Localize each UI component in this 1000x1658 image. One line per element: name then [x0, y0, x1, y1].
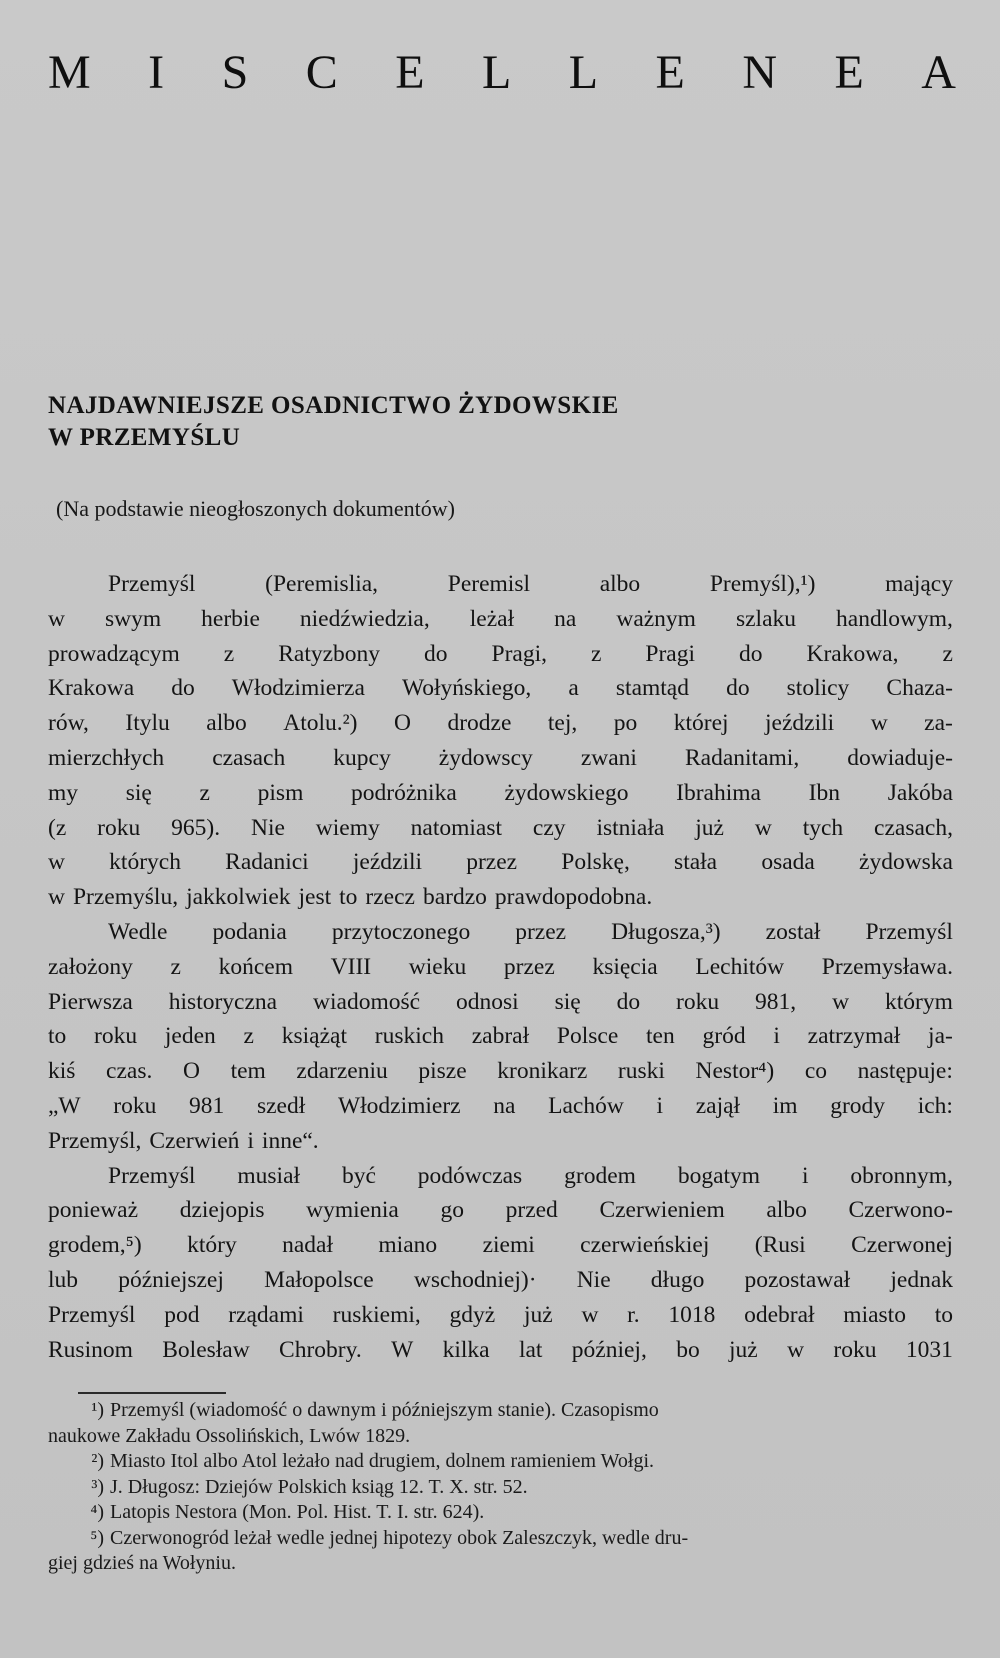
header-letter: M	[48, 46, 91, 99]
footnote-text: Przemyśl (wiadomość o dawnym i późniejszym stanie). Czasopismo	[110, 1399, 659, 1421]
footnote-continuation: naukowe Zakładu Ossolińskich, Lwów 1829.	[48, 1424, 411, 1447]
body-line: lub późniejszej Małopolsce wschodniej)· Nie długo pozostawał jednak	[48, 1266, 953, 1293]
article-title-line: NAJDAWNIEJSZE OSADNICTWO ŻYDOWSKIE	[48, 392, 619, 419]
body-line: Przemyśl pod rządami ruskiemi, gdyż już w r. 1018 odebrał miasto to	[48, 1301, 953, 1328]
body-line: Przemyśl (Peremislia, Peremisl albo Premyśl),¹) mający	[108, 571, 953, 597]
article-title-line: W PRZEMYŚLU	[48, 424, 241, 451]
header-letter: L	[568, 46, 599, 99]
body-line: założony z końcem VIII wieku przez księcia Lechitów Przemysława.	[48, 953, 953, 980]
footnote-rule	[78, 1392, 226, 1394]
footnote-text: Miasto Itol albo Atol leżało nad drugiem, dolnem ramieniem Wołgi.	[110, 1450, 655, 1472]
header-letter: A	[921, 46, 956, 99]
footnote-number: ⁵)	[90, 1526, 104, 1549]
body-line: Przemyśl musiał być podówczas grodem bogatym i obronnym,	[108, 1162, 953, 1189]
body-line: „W roku 981 szedł Włodzimierz na Lachów i zajął im grody ich:	[48, 1092, 953, 1119]
body-line: ponieważ dziejopis wymienia go przed Czerwieniem albo Czerwono-	[48, 1197, 953, 1224]
footnote	[48, 1500, 953, 1526]
body-line: to roku jeden z książąt ruskich zabrał Polsce ten gród i zatrzymał ja-	[48, 1023, 953, 1050]
running-header	[48, 44, 956, 102]
body-line: kiś czas. O tem zdarzeniu pisze kronikarz ruski Nestor⁴) co następuje:	[48, 1058, 953, 1085]
article-title	[48, 390, 948, 454]
body-line: mierzchłych czasach kupcy żydowscy zwani Radanitami, dowiaduje-	[48, 744, 953, 771]
footnote-text: J. Długosz: Dziejów Polskich ksiąg 12. T. X. str. 52.	[110, 1475, 528, 1498]
footnote	[48, 1526, 953, 1552]
header-letter: E	[834, 46, 864, 99]
body-line: Rusinom Bolesław Chrobry. W kilka lat później, bo już w roku 1031	[48, 1336, 953, 1363]
footnote-text: Czerwonogród leżał wedle jednej hipotezy obok Zaleszczyk, wedle dru-	[110, 1526, 689, 1549]
footnote-number: ²)	[91, 1450, 104, 1472]
header-letter: E	[395, 46, 425, 99]
article-body	[48, 567, 953, 1367]
body-line: Krakowa do Włodzimierza Wołyńskiego, a stamtąd do stolicy Chaza-	[48, 675, 953, 702]
header-letter: S	[221, 46, 249, 99]
article-subtitle: (Na podstawie nieogłoszonych dokumentów)	[56, 496, 455, 521]
body-line: Przemyśl, Czerwień i inne“.	[48, 1127, 319, 1154]
header-letter: N	[742, 46, 777, 99]
footnote-number: ⁴)	[90, 1501, 104, 1523]
footnote-number: ³)	[91, 1475, 104, 1498]
body-line: (z roku 965). Nie wiemy natomiast czy istniała już w tych czasach,	[48, 814, 953, 841]
body-line: Pierwsza historyczna wiadomość odnosi się do roku 981, w którym	[48, 988, 953, 1015]
body-line: Wedle podania przytoczonego przez Długosza,³) został Przemyśl	[108, 918, 953, 945]
body-line: my się z pism podróżnika żydowskiego Ibrahima Ibn Jakóba	[48, 779, 953, 806]
body-line: w których Radanici jeździli przez Polskę, stała osada żydowska	[48, 849, 953, 876]
footnote	[48, 1475, 953, 1501]
footnotes	[48, 1398, 953, 1577]
footnote-number: ¹)	[91, 1399, 104, 1421]
footnote	[48, 1449, 953, 1475]
header-letter: I	[148, 46, 165, 99]
body-line: w Przemyślu, jakkolwiek jest to rzecz bardzo prawdopodobna.	[48, 884, 653, 911]
footnote	[48, 1398, 953, 1424]
header-letter: E	[655, 46, 685, 99]
header-letter: C	[305, 46, 338, 99]
header-letter: L	[481, 46, 512, 99]
body-line: w swym herbie niedźwiedzia, leżał na ważnym szlaku handlowym,	[48, 605, 953, 632]
body-line: rów, Itylu albo Atolu.²) O drodze tej, po której jeździli w za-	[48, 710, 953, 737]
footnote-continuation: giej gdzieś na Wołyniu.	[48, 1552, 236, 1574]
footnote-text: Latopis Nestora (Mon. Pol. Hist. T. I. str. 624).	[110, 1501, 485, 1523]
body-line: grodem,⁵) który nadał miano ziemi czerwieńskiej (Rusi Czerwonej	[48, 1232, 953, 1259]
body-line: prowadzącym z Ratyzbony do Pragi, z Pragi do Krakowa, z	[48, 640, 953, 667]
